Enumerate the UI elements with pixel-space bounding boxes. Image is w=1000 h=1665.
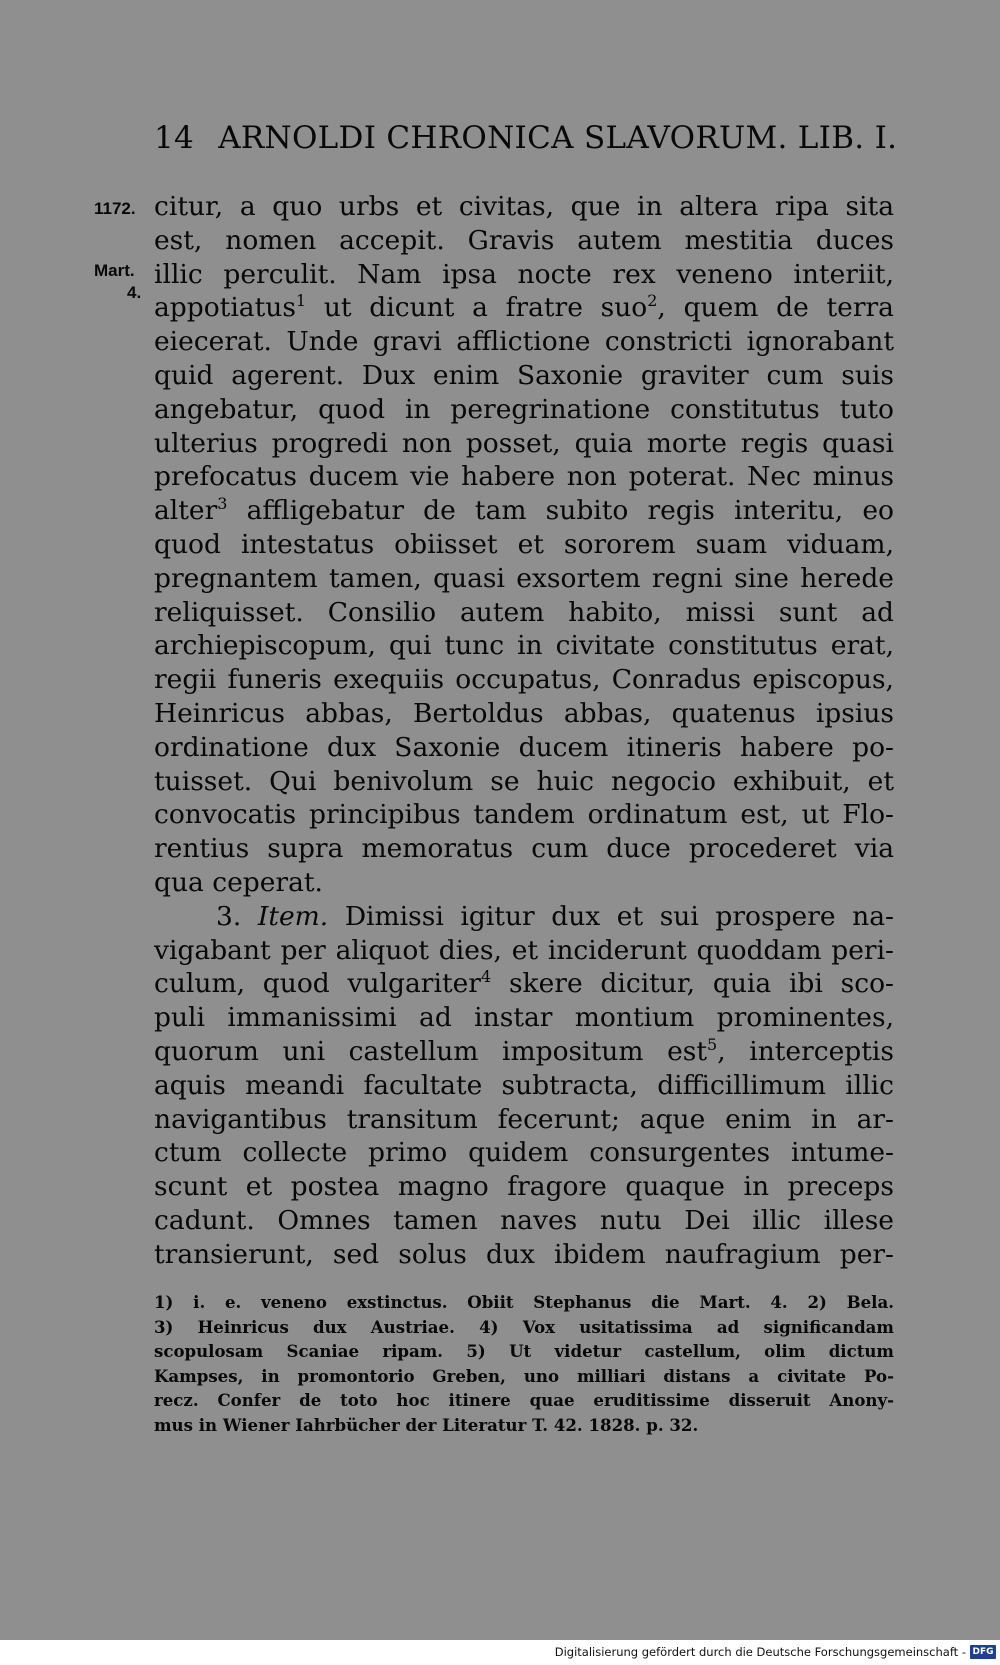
text-fragment: affligebatur de tam subito regis interitu, eo: [246, 495, 894, 527]
footnote-ref: 2: [647, 291, 658, 311]
running-title: ARNOLDI CHRONICA SLAVORUM. LIB. I.: [218, 120, 898, 156]
text-line: ctum collecte primo quidem consurgentes intume-: [154, 1137, 894, 1169]
text-line: transierunt, sed solus dux ibidem naufragium per-: [154, 1238, 894, 1270]
text-line: convocatis principibus tandem ordinatum est, ut Flo-: [154, 799, 894, 831]
funding-notice: Digitalisierung gefördert durch die Deutsche Forschungsgemeinschaft -: [554, 1645, 966, 1659]
text-line: eiecerat. Unde gravi afflictione constricti ignorabant: [154, 326, 894, 358]
text-fragment: appotiatus: [154, 292, 296, 324]
text-line: [154, 291, 894, 325]
text-line: reliquisset. Consilio autem habito, missi sunt ad: [154, 596, 894, 628]
text-fragment: , interceptis: [717, 1035, 894, 1067]
text-line: est, nomen accepit. Gravis autem mestitia duces: [154, 224, 894, 256]
text-line: [154, 494, 894, 528]
main-text: [154, 190, 894, 1272]
text-line: pregnantem tamen, quasi exsortem regni sine herede: [154, 562, 894, 594]
page-number: 14: [154, 120, 195, 156]
footnote-line: 3) Heinricus dux Austriae. 4) Vox usitatissima ad significandam: [154, 1316, 894, 1337]
margin-month: Mart.: [94, 261, 135, 280]
text-line: citur, a quo urbs et civitas, que in altera ripa sita: [154, 191, 894, 222]
text-line: ulterius progredi non posset, quia morte regis quasi: [154, 427, 894, 459]
text-line: scunt et postea magno fragore quaque in preceps: [154, 1171, 894, 1203]
text-line: prefocatus ducem vie habere non poterat. Nec minus: [154, 461, 894, 493]
running-header: [154, 120, 898, 160]
footnote-ref: 5: [707, 1034, 718, 1054]
text-fragment: quorum uni castellum impositum est: [154, 1035, 708, 1067]
dfg-logo[interactable]: DFG: [970, 1645, 996, 1659]
text-fragment: Dimissi igitur dux et sui prospere na-: [344, 900, 894, 932]
text-line: puli immanissimi ad instar montium prominentes,: [154, 1002, 894, 1034]
footnote-line: scopulosam Scaniae ripam. 5) Ut videtur castellum, olim dictum: [154, 1341, 894, 1362]
section-heading: Item.: [257, 900, 329, 932]
text-fragment: culum, quod vulgariter: [154, 968, 481, 1000]
footnote-line: 1) i. e. veneno exstinctus. Obiit Stephanus die Mart. 4. 2) Bela.: [154, 1292, 894, 1312]
text-line: [154, 1035, 894, 1069]
digitization-footer: [0, 1642, 1000, 1664]
footnote-line: Kampses, in promontorio Greben, uno milliari distans a civitate Po-: [154, 1365, 894, 1386]
text-line: cadunt. Omnes tamen naves nutu Dei illic illese: [154, 1204, 894, 1236]
text-line: rentius supra memoratus cum duce procederet via: [154, 833, 894, 865]
text-line: angebatur, quod in peregrinatione constitutus tuto: [154, 393, 894, 425]
text-line: archiepiscopum, qui tunc in civitate constitutus erat,: [154, 630, 894, 662]
margin-day: 4.: [127, 283, 142, 302]
footnote-ref: 4: [480, 967, 492, 987]
text-fragment: ut dicunt a fratre suo: [323, 292, 648, 324]
footnote-ref: 1: [295, 291, 307, 311]
text-line: [154, 967, 894, 1001]
text-line: navigantibus transitum fecerunt; aque enim in ar-: [154, 1103, 894, 1135]
section-number: 3.: [216, 900, 242, 932]
footnotes: [154, 1290, 894, 1438]
text-line: ordinatione dux Saxonie ducem itineris habere po-: [154, 731, 894, 763]
text-line: qua ceperat.: [154, 866, 323, 898]
footnote-line: mus in Wiener Iahrbücher der Literatur T. 42. 1828. p. 32.: [154, 1414, 699, 1435]
footnote-line: recz. Confer de toto hoc itinere quae eruditissime disseruit Anony-: [154, 1390, 894, 1411]
section-start-line: [154, 900, 894, 934]
margin-year: 1172.: [94, 199, 136, 218]
text-line: Heinricus abbas, Bertoldus abbas, quatenus ipsius: [154, 697, 894, 729]
text-line: quid agerent. Dux enim Saxonie graviter cum suis: [154, 359, 894, 391]
text-line: quod intestatus obiisset et sororem suam viduam,: [154, 528, 894, 560]
text-line: regii funeris exequiis occupatus, Conradus episcopus,: [154, 664, 894, 696]
footnote-ref: 3: [217, 494, 228, 514]
text-line: tuisset. Qui benivolum se huic negocio exhibuit, et: [154, 765, 894, 797]
text-line: illic perculit. Nam ipsa nocte rex veneno interiit,: [154, 258, 894, 290]
text-line: aquis meandi facultate subtracta, difficillimum illic: [154, 1069, 894, 1101]
text-fragment: alter: [154, 495, 218, 527]
text-fragment: skere dicitur, quia ibi sco-: [508, 968, 894, 1000]
text-fragment: , quem de terra: [657, 292, 894, 324]
text-line: vigabant per aliquot dies, et inciderunt quoddam peri-: [154, 934, 894, 966]
